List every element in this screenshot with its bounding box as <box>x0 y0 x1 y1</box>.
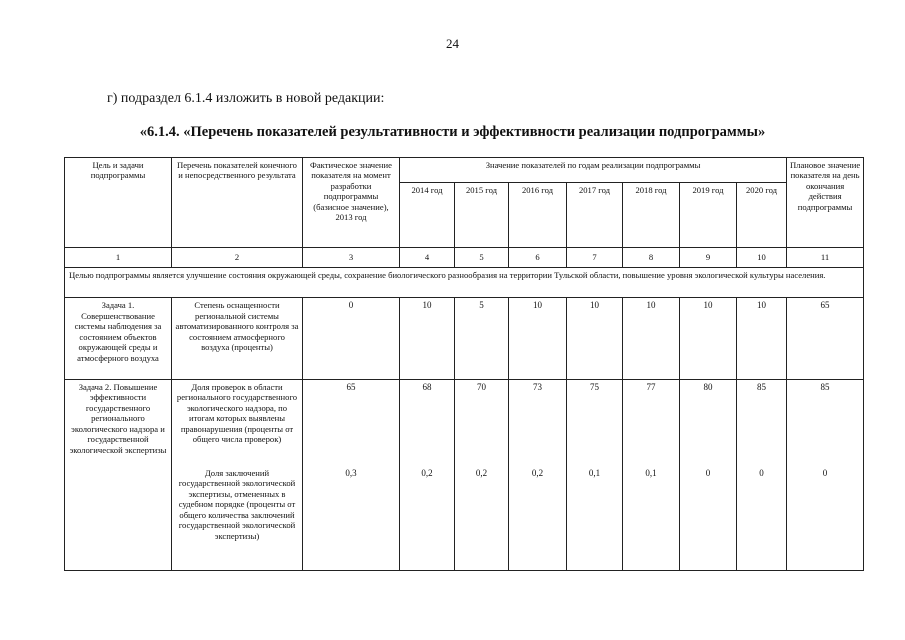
task2-ind2-value: 0,1 <box>588 467 601 478</box>
task2-ind2-value: 0 <box>705 467 711 478</box>
task2-name: Задача 2. Повышение эффективности государственного регионального экологического надзора и государственной экологической экспертизы <box>65 379 172 570</box>
column-number: 9 <box>680 247 737 267</box>
task2-indicator-1: Доля проверок в области регионального государственного экологического надзора, по итогам которых выявлены правонарушения (проценты от общего числа проверок) <box>176 381 298 445</box>
header-years-group: Значение показателей по годам реализации подпрограммы <box>400 158 787 183</box>
task2-indicators-cell <box>172 379 303 570</box>
task2-ind1-value: 70 <box>477 381 486 392</box>
task2-ind2-value: 0,2 <box>421 467 433 478</box>
task1-value: 10 <box>680 298 737 379</box>
task2-year-cell <box>567 379 623 570</box>
task1-base-value: 0 <box>303 298 400 379</box>
column-number: 10 <box>737 247 787 267</box>
task2-ind1-value: 68 <box>422 381 432 392</box>
task2-ind1-value: 73 <box>533 381 542 392</box>
header-base-value: Фактическое значение показателя на момент разработки подпрограммы (базисное значение), 2013 год <box>303 158 400 248</box>
header-plan-value: Плановое значение показателя на день окончания действия подпрограммы <box>787 158 864 248</box>
task2-ind1-value: 77 <box>646 381 656 392</box>
column-number: 1 <box>65 247 172 267</box>
intro-text: г) подраздел 6.1.4 изложить в новой редакции: <box>107 91 385 106</box>
task1-value: 10 <box>737 298 787 379</box>
column-number: 3 <box>303 247 400 267</box>
task2-year-cell <box>455 379 509 570</box>
task2-ind2-value: 0 <box>759 467 764 478</box>
task2-ind2-value: 0,2 <box>475 467 488 478</box>
column-number: 2 <box>172 247 303 267</box>
task1-name: Задача 1. Совершенствование системы наблюдения за состоянием объектов окружающей среды и атмосферного воздуха <box>65 298 172 379</box>
header-year: 2015 год <box>455 183 509 247</box>
task2-year-cell <box>737 379 787 570</box>
column-number: 11 <box>787 247 864 267</box>
column-number: 6 <box>509 247 567 267</box>
task1-value: 5 <box>455 298 509 379</box>
task2-base-cell <box>303 379 400 570</box>
task1-value: 10 <box>509 298 567 379</box>
task1-indicator: Степень оснащенности региональной системы автоматизированного контроля за состоянием атмосферного воздуха (проценты) <box>172 298 303 379</box>
header-year: 2020 год <box>737 183 787 247</box>
goal-row: Целью подпрограммы является улучшение состояния окружающей среды, сохранение биологического разнообразия на территории Тульской области, повышение уровня экологической культуры населения. <box>65 267 864 298</box>
section-heading: «6.1.4. «Перечень показателей результативности и эффективности реализации подпрограммы» <box>139 124 766 140</box>
header-goals-tasks: Цель и задачи подпрограммы <box>65 158 172 248</box>
task2-year-cell <box>400 379 455 570</box>
column-number: 8 <box>623 247 680 267</box>
task2-year-cell <box>623 379 680 570</box>
page-number: 24 <box>446 36 459 51</box>
task2-ind1-plan: 85 <box>820 381 830 392</box>
header-year: 2014 год <box>400 183 455 247</box>
task2-ind2-value: 0,1 <box>645 467 657 478</box>
task2-plan-cell <box>787 379 864 570</box>
task2-ind2-base: 0,3 <box>345 467 357 478</box>
task1-value: 10 <box>400 298 455 379</box>
task2-indicator-2: Доля заключений государственной экологической экспертизы, отмененных в судебном порядке (проценты от общего количества заключений государственной экологической экспертизы) <box>178 467 296 541</box>
task2-ind1-value: 80 <box>703 381 713 392</box>
header-year: 2018 год <box>623 183 680 247</box>
task2-ind1-value: 75 <box>590 381 599 392</box>
task1-value: 10 <box>623 298 680 379</box>
column-number: 4 <box>400 247 455 267</box>
task2-ind1-value: 85 <box>757 381 767 392</box>
task2-year-cell <box>509 379 567 570</box>
task2-year-cell <box>680 379 737 570</box>
header-indicators-list: Перечень показателей конечного и непосредственного результата <box>172 158 303 248</box>
task2-ind2-plan: 0 <box>822 467 828 478</box>
header-year: 2016 год <box>509 183 567 247</box>
task1-plan-value: 65 <box>787 298 864 379</box>
column-number: 7 <box>567 247 623 267</box>
header-year: 2019 год <box>680 183 737 247</box>
task2-ind1-base: 65 <box>346 381 356 392</box>
task2-ind2-value: 0,2 <box>531 467 544 478</box>
header-year: 2017 год <box>567 183 623 247</box>
indicators-table <box>64 157 864 571</box>
column-number: 5 <box>455 247 509 267</box>
task1-value: 10 <box>567 298 623 379</box>
